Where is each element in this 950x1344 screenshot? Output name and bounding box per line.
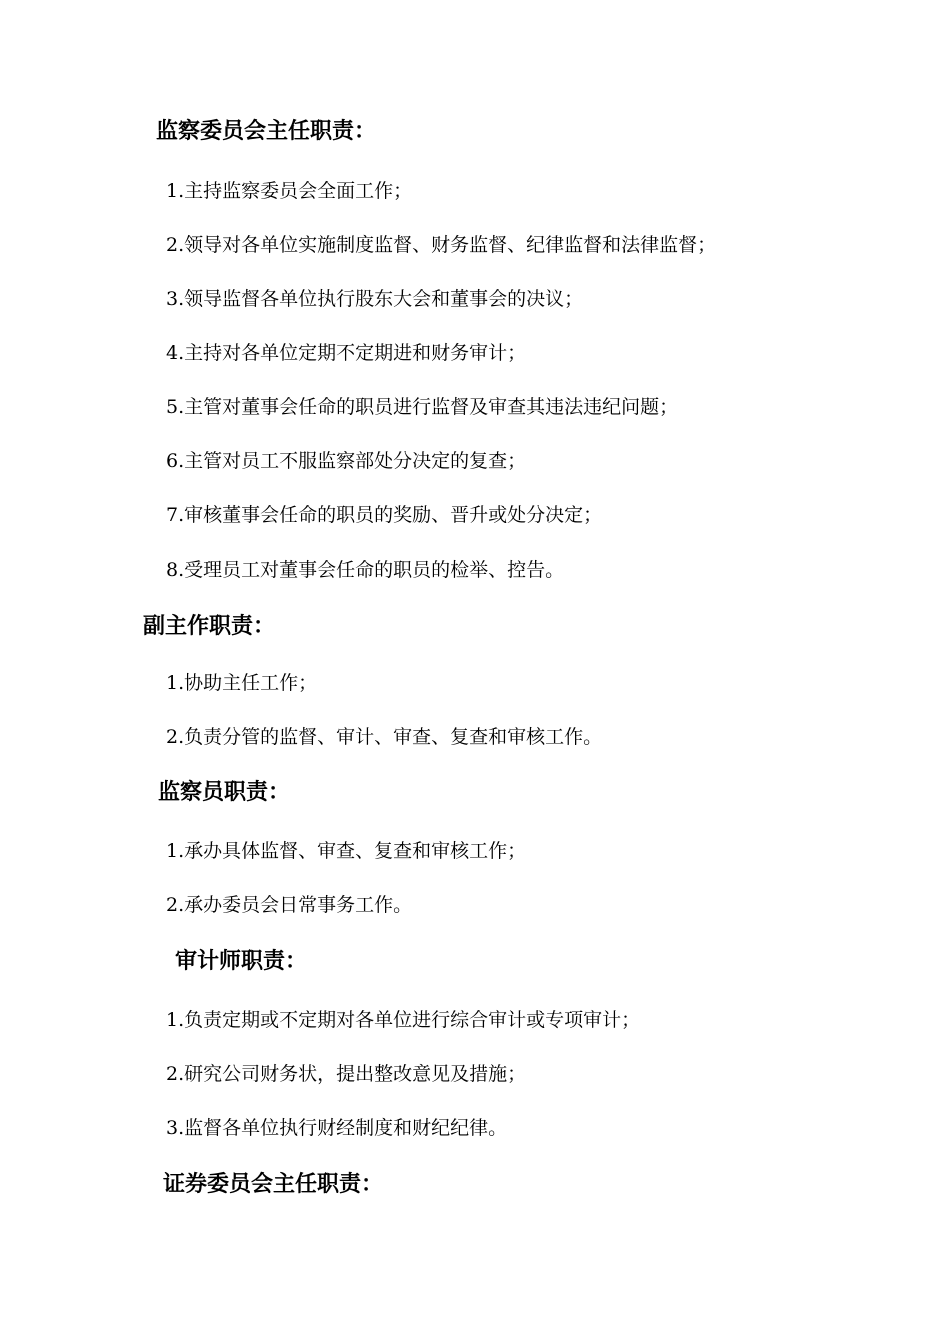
section-heading-securities-director: 证券委员会主任职责： (163, 1172, 384, 1197)
list-item: 5.主管对董事会任命的职员进行监督及审查其违法违纪问题； (166, 396, 679, 418)
section-heading-auditor: 审计师职责： (175, 949, 308, 974)
list-item: 2.研究公司财务状，提出整改意见及措施； (166, 1063, 527, 1085)
list-item: 6.主管对员工不服监察部处分决定的复查； (166, 450, 527, 472)
list-item: 1.主持监察委员会全面工作； (166, 180, 413, 202)
list-item: 8.受理员工对董事会任命的职员的检举、控告。 (166, 559, 565, 581)
list-item: 2.领导对各单位实施制度监督、财务监督、纪律监督和法律监督； (166, 234, 717, 256)
list-item: 1.协助主任工作； (166, 672, 318, 694)
section-heading-deputy-director: 副主作职责： (143, 614, 276, 639)
list-item: 7.审核董事会任命的职员的奖励、晋升或处分决定； (166, 504, 603, 526)
list-item: 3.监督各单位执行财经制度和财纪纪律。 (166, 1117, 508, 1139)
list-item: 2.承办委员会日常事务工作。 (166, 894, 413, 916)
list-item: 1.承办具体监督、审查、复查和审核工作； (166, 840, 527, 862)
list-item: 3.领导监督各单位执行股东大会和董事会的决议； (166, 288, 584, 310)
list-item: 4.主持对各单位定期不定期进和财务审计； (166, 342, 527, 364)
list-item: 2.负责分管的监督、审计、审查、复查和审核工作。 (166, 726, 603, 748)
section-heading-supervisor: 监察员职责： (158, 780, 291, 805)
section-heading-supervision-director: 监察委员会主任职责： (156, 119, 377, 144)
list-item: 1.负责定期或不定期对各单位进行综合审计或专项审计； (166, 1009, 641, 1031)
